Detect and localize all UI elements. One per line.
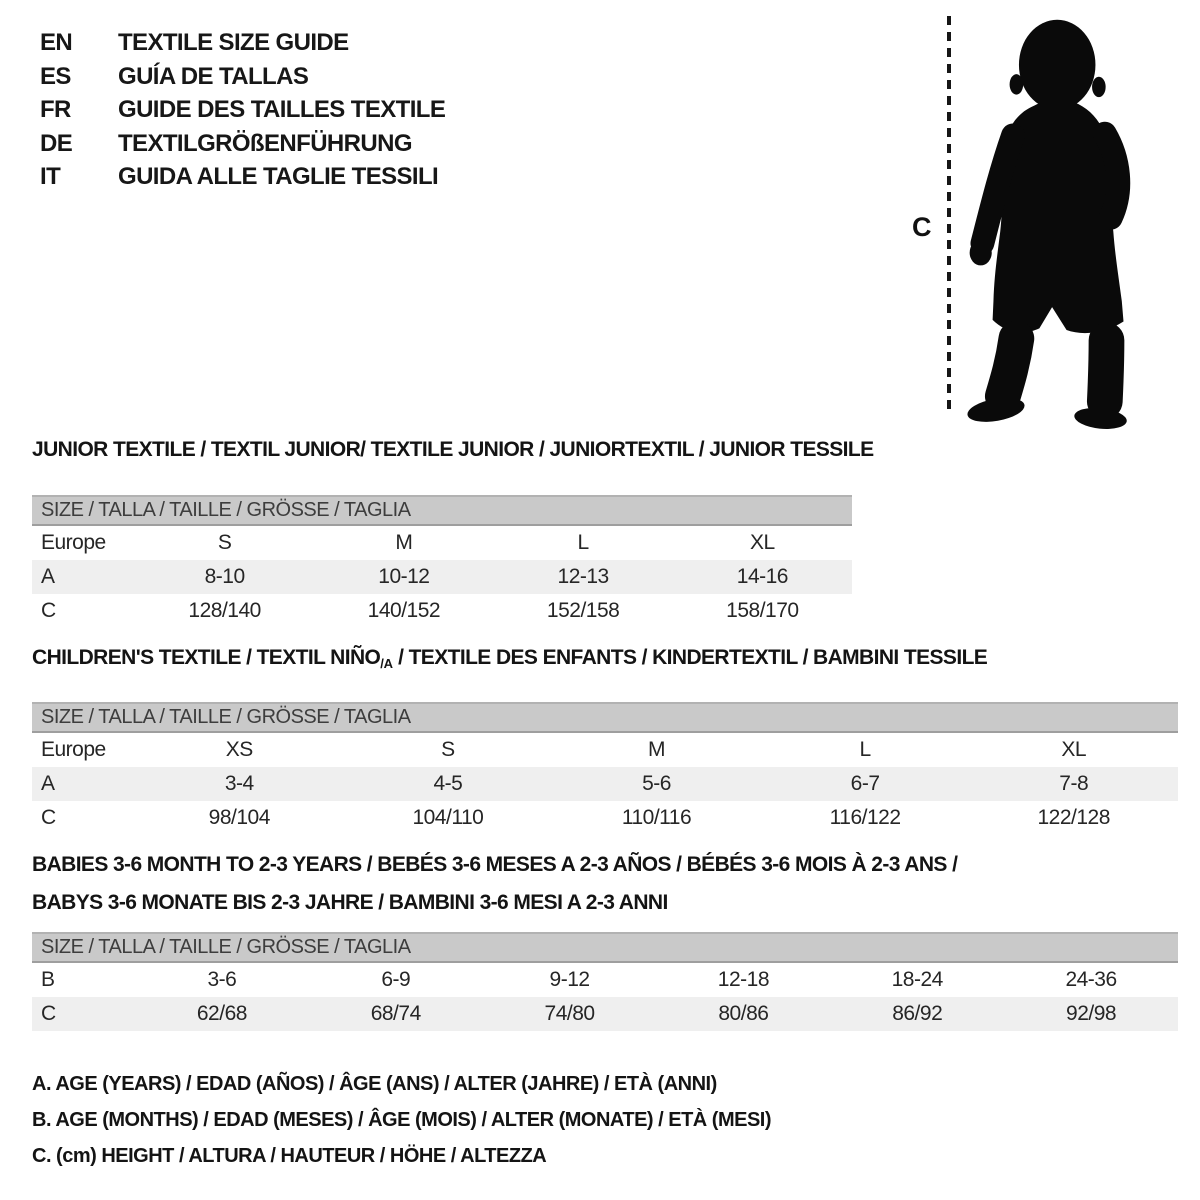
cell-value: 3-6 — [207, 968, 237, 991]
section-title — [32, 642, 1178, 680]
row-label: C — [41, 1002, 56, 1025]
language-code: ES — [40, 62, 71, 90]
language-row — [40, 26, 445, 60]
table-row — [32, 560, 852, 594]
size-table — [32, 495, 852, 628]
section-title-text: BABIES 3-6 MONTH TO 2-3 YEARS / BEBÉS 3-6 MESES A 2-3 AÑOS / BÉBÉS 3-6 MOIS À 2-3 ANS / — [32, 853, 958, 876]
cell-value: L — [859, 738, 871, 761]
language-title: TEXTILGRÖßENFÜHRUNG — [118, 129, 412, 157]
language-title: TEXTILE SIZE GUIDE — [118, 29, 349, 56]
language-title: GUIDA ALLE TAGLIE TESSILI — [118, 163, 439, 190]
cell-value: 62/68 — [196, 1002, 247, 1025]
cell-value: 92/98 — [1066, 1002, 1117, 1025]
size-header-bar: SIZE / TALLA / TAILLE / GRÖSSE / TAGLIA — [32, 932, 1178, 963]
cell-value: 8-10 — [204, 565, 245, 588]
cell-value: 12-18 — [717, 968, 770, 991]
measure-label-c: C — [912, 212, 932, 242]
section-title-text: JUNIOR TEXTILE / TEXTIL JUNIOR/ TEXTILE JUNIOR / JUNIORTEXTIL / JUNIOR TESSILE — [32, 438, 874, 461]
cell-value: 7-8 — [1059, 772, 1089, 795]
language-code: IT — [40, 163, 61, 190]
table-row — [32, 801, 1178, 835]
cell-value: 122/128 — [1037, 806, 1110, 829]
cell-value: 14-16 — [736, 565, 788, 588]
cell-value: 6-9 — [381, 968, 411, 991]
cell-value: S — [441, 738, 455, 761]
cell-value: XL — [750, 531, 775, 554]
row-label: C — [41, 806, 56, 829]
row-label: Europe — [41, 531, 106, 554]
cell-value: M — [395, 531, 413, 554]
cell-value: 5-6 — [642, 772, 671, 795]
language-row — [40, 60, 445, 94]
row-label: C — [41, 599, 56, 622]
cell-value: S — [217, 531, 232, 554]
language-title: GUÍA DE TALLAS — [118, 62, 309, 90]
section-title-text-after: / TEXTILE DES ENFANTS / KINDERTEXTIL / BAMBINI TESSILE — [392, 646, 988, 669]
size-table — [32, 932, 1178, 1031]
cell-value: 3-4 — [224, 772, 254, 795]
height-measure-dashed-line — [947, 16, 951, 416]
cell-value: XL — [1061, 738, 1087, 761]
section-junior-textile — [32, 434, 874, 628]
size-table — [32, 702, 1178, 835]
cell-value: 6-7 — [850, 772, 880, 795]
table-row — [32, 767, 1178, 801]
section-title-text: CHILDREN'S TEXTILE / TEXTIL NIÑO — [32, 646, 381, 669]
cell-value: 116/122 — [829, 806, 901, 829]
size-header-bar: SIZE / TALLA / TAILLE / GRÖSSE / TAGLIA — [32, 495, 852, 526]
table-row — [32, 594, 852, 628]
section-title-subscript: /A — [380, 656, 393, 671]
cell-value: 24-36 — [1065, 968, 1117, 991]
cell-value: 98/104 — [208, 806, 270, 829]
cell-value: 10-12 — [378, 565, 430, 588]
cell-value: 152/158 — [546, 599, 620, 622]
row-label: B — [41, 968, 55, 991]
cell-value: M — [647, 738, 665, 761]
cell-value: 110/116 — [621, 806, 692, 829]
language-row — [40, 93, 445, 127]
cell-value: 18-24 — [891, 968, 943, 991]
legend-line: C. (cm) HEIGHT / ALTURA / HAUTEUR / HÖHE / ALTEZZA — [32, 1145, 547, 1167]
cell-value: 74/80 — [544, 1002, 595, 1025]
language-list — [40, 26, 445, 194]
language-title: GUIDE DES TAILLES TEXTILE — [118, 96, 446, 123]
cell-value: 140/152 — [367, 599, 441, 622]
cell-value: 86/92 — [892, 1002, 943, 1025]
table-row — [32, 526, 852, 560]
language-code: DE — [40, 129, 73, 157]
cell-value: L — [577, 531, 589, 554]
cell-value: 9-12 — [549, 968, 590, 991]
row-label: Europe — [41, 738, 106, 761]
cell-value: XS — [225, 738, 253, 761]
table-row — [32, 997, 1178, 1031]
cell-value: 158/170 — [726, 599, 799, 622]
section-title — [32, 849, 1178, 919]
cell-value: 80/86 — [718, 1002, 769, 1025]
cell-value: 128/140 — [188, 599, 261, 622]
cell-value: 68/74 — [370, 1002, 421, 1025]
size-header-bar: SIZE / TALLA / TAILLE / GRÖSSE / TAGLIA — [32, 702, 1178, 733]
legend-line: A. AGE (YEARS) / EDAD (AÑOS) / ÂGE (ANS) / ALTER (JAHRE) / ETÀ (ANNI) — [32, 1073, 717, 1095]
language-code: EN — [40, 29, 73, 56]
language-row — [40, 127, 445, 161]
baby-silhouette-icon — [962, 12, 1132, 433]
table-row — [32, 733, 1178, 767]
legend — [32, 1066, 771, 1174]
cell-value: 104/110 — [412, 806, 484, 829]
row-label: A — [41, 565, 55, 588]
language-code: FR — [40, 96, 71, 123]
section-babies-textile — [32, 849, 1178, 1031]
language-row — [40, 160, 445, 194]
section-childrens-textile — [32, 642, 1178, 835]
cell-value: 12-13 — [557, 565, 609, 588]
legend-line: B. AGE (MONTHS) / EDAD (MESES) / ÂGE (MOIS) / ALTER (MONATE) / ETÀ (MESI) — [32, 1109, 772, 1131]
section-title-line2: BABYS 3-6 MONATE BIS 2-3 JAHRE / BAMBINI 3-6 MESI A 2-3 ANNI — [32, 891, 668, 914]
cell-value: 4-5 — [433, 772, 463, 795]
row-label: A — [41, 772, 55, 795]
section-title — [32, 434, 874, 472]
table-row — [32, 963, 1178, 997]
